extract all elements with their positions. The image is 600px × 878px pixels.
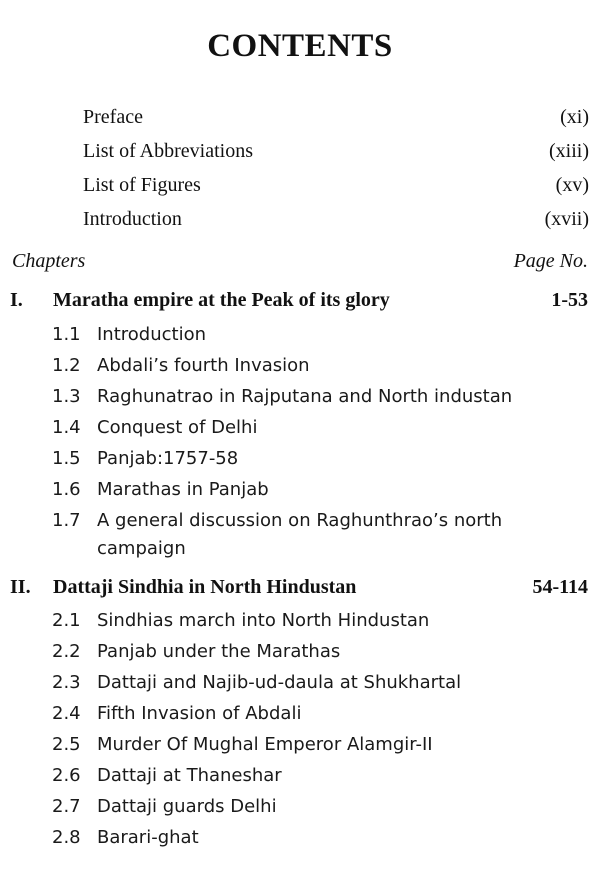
section-title: Murder Of Mughal Emperor Alamgir-II	[97, 734, 433, 755]
section-title: Sindhias march into North Hindustan	[97, 610, 430, 631]
section-number: 2.6	[52, 765, 81, 786]
section-title: Panjab:1757-58	[97, 448, 239, 469]
section-number: 1.5	[52, 448, 81, 469]
chapter-title: Dattaji Sindhia in North Hindustan	[53, 576, 357, 598]
section-number: 2.8	[52, 827, 81, 848]
section-title: Dattaji and Najib-ud-daula at Shukhartal	[97, 672, 462, 693]
front-matter-item-introduction	[83, 208, 589, 236]
section-number: 2.1	[52, 610, 81, 631]
front-matter-page: (xi)	[560, 106, 589, 128]
front-matter-label: Preface	[83, 106, 143, 128]
section-number: 2.5	[52, 734, 81, 755]
section-title: Dattaji at Thaneshar	[97, 765, 282, 786]
section-number: 1.3	[52, 386, 81, 407]
section-title: Conquest of Delhi	[97, 417, 258, 438]
section-number: 1.2	[52, 355, 81, 376]
section-title: Panjab under the Marathas	[97, 641, 341, 662]
section-number: 1.6	[52, 479, 81, 500]
page-no-heading: Page No.	[513, 250, 588, 272]
section-number: 2.2	[52, 641, 81, 662]
chapter-page-range: 1-53	[551, 289, 588, 311]
front-matter-item-figures	[83, 174, 589, 202]
front-matter-label: List of Figures	[83, 174, 201, 196]
section-title: Dattaji guards Delhi	[97, 796, 277, 817]
chapter-numeral: II.	[10, 576, 31, 598]
front-matter-page: (xvii)	[544, 208, 589, 230]
section-title: Marathas in Panjab	[97, 479, 269, 500]
section-title: Barari-ghat	[97, 827, 199, 848]
section-title: Raghunatrao in Rajputana and North industan	[97, 386, 513, 407]
chapters-heading: Chapters	[12, 250, 86, 272]
front-matter-label: Introduction	[83, 208, 182, 230]
section-title: Abdali’s fourth Invasion	[97, 355, 310, 376]
chapter-title: Maratha empire at the Peak of its glory	[53, 289, 390, 311]
section-number: 2.4	[52, 703, 81, 724]
section-number: 1.4	[52, 417, 81, 438]
front-matter-item-preface	[83, 106, 589, 134]
chapter-page-range: 54-114	[532, 576, 588, 598]
front-matter-label: List of Abbreviations	[83, 140, 253, 162]
page-title: CONTENTS	[207, 28, 393, 64]
front-matter-item-abbreviations	[83, 140, 589, 168]
front-matter-page: (xv)	[555, 174, 589, 196]
chapter-numeral: I.	[10, 289, 23, 311]
section-number: 1.1	[52, 324, 81, 345]
section-title: A general discussion on Raghunthrao’s north campaign	[97, 510, 503, 559]
section-number: 2.7	[52, 796, 81, 817]
section-title: Fifth Invasion of Abdali	[97, 703, 302, 724]
section-number: 2.3	[52, 672, 81, 693]
front-matter-page: (xiii)	[549, 140, 589, 162]
section-number: 1.7	[52, 510, 81, 531]
section-title: Introduction	[97, 324, 207, 345]
